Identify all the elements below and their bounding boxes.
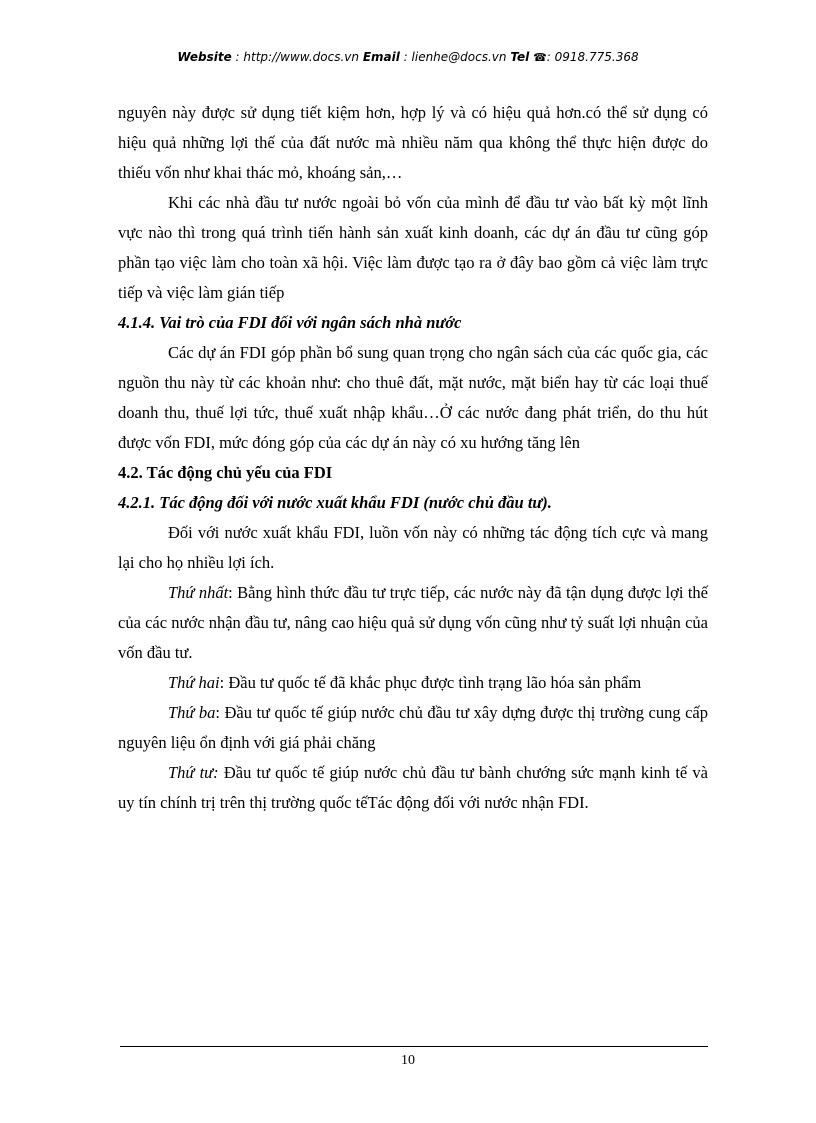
paragraph-8-lead: Thứ tư: [168, 763, 219, 782]
heading-4-2-1: 4.2.1. Tác động đối với nước xuất khẩu FDI (nước chủ đầu tư). [118, 493, 552, 512]
document-body [118, 98, 708, 818]
paragraph-7 [118, 698, 708, 758]
tel-value: : 0918.775.368 [546, 50, 639, 64]
heading-4-1-4: 4.1.4. Vai trò của FDI đối với ngân sách nhà nước [118, 313, 462, 332]
paragraph-7-text: : Đầu tư quốc tế giúp nước chủ đầu tư xây dựng được thị trường cung cấp nguyên liệu ổn định với giá phải chăng [118, 703, 708, 752]
website-label: Website [177, 50, 232, 64]
footer-divider [120, 1046, 708, 1047]
paragraph-1: nguyên này được sử dụng tiết kiệm hơn, hợp lý và có hiệu quả hơn.có thể sử dụng có hiệu quả những lợi thế của đất nước mà nhiều năm qua không thể thực hiện được do thiếu vốn như khai thác mỏ, khoáng sản,… [118, 103, 708, 182]
paragraph-4: Đối với nước xuất khẩu FDI, luồn vốn này có những tác động tích cực và mang lại cho họ nhiều lợi ích. [118, 523, 708, 572]
paragraph-2: Khi các nhà đầu tư nước ngoài bỏ vốn của mình để đầu tư vào bất kỳ một lĩnh vực nào thì trong quá trình tiến hành sản xuất kinh doanh, các dự án đầu tư cũng góp phần tạo việc làm cho toàn xã hội. Việc làm được tạo ra ở đây bao gồm cả việc làm trực tiếp và việc làm gián tiếp [118, 193, 708, 302]
email-label: Email [362, 50, 400, 64]
paragraph-8 [118, 758, 708, 818]
paragraph-7-lead: Thứ ba [168, 703, 216, 722]
paragraph-6-text: : Đầu tư quốc tế đã khắc phục được tình trạng lão hóa sản phẩm [219, 673, 642, 692]
paragraph-6-lead: Thứ hai [168, 673, 220, 692]
heading-4-2: 4.2. Tác động chủ yếu của FDI [118, 463, 333, 482]
paragraph-5-text: : Bằng hình thức đầu tư trực tiếp, các nước này đã tận dụng được lợi thế của các nước nhận đầu tư, nâng cao hiệu quả sử dụng vốn cũng như tỷ suất lợi nhuận của vốn đầu tư. [118, 583, 708, 662]
page-header [0, 50, 816, 64]
paragraph-6 [118, 668, 708, 698]
email-value: : lienhe@docs.vn [403, 50, 507, 64]
phone-icon: ☎ [533, 51, 547, 64]
paragraph-3: Các dự án FDI góp phần bổ sung quan trọng cho ngân sách của các quốc gia, các nguồn thu này từ các khoản như: cho thuê đất, mặt nước, mặt biển hay từ các loại thuế doanh thu, thuế lợi tức, thuế xuất nhập khẩu…Ở các nước đang phát triển, do thu hút được vốn FDI, mức đóng góp của các dự án này có xu hướng tăng lên [118, 343, 708, 452]
paragraph-8-text: Đầu tư quốc tế giúp nước chủ đầu tư bành chướng sức mạnh kinh tế và uy tín chính trị trên thị trường quốc tếTác động đối với nước nhận FDI. [118, 763, 708, 812]
page-number: 10 [401, 1053, 415, 1068]
website-value: : http://www.docs.vn [235, 50, 359, 64]
tel-label: Tel [510, 50, 530, 64]
paragraph-5-lead: Thứ nhất [168, 583, 229, 602]
paragraph-5 [118, 578, 708, 668]
